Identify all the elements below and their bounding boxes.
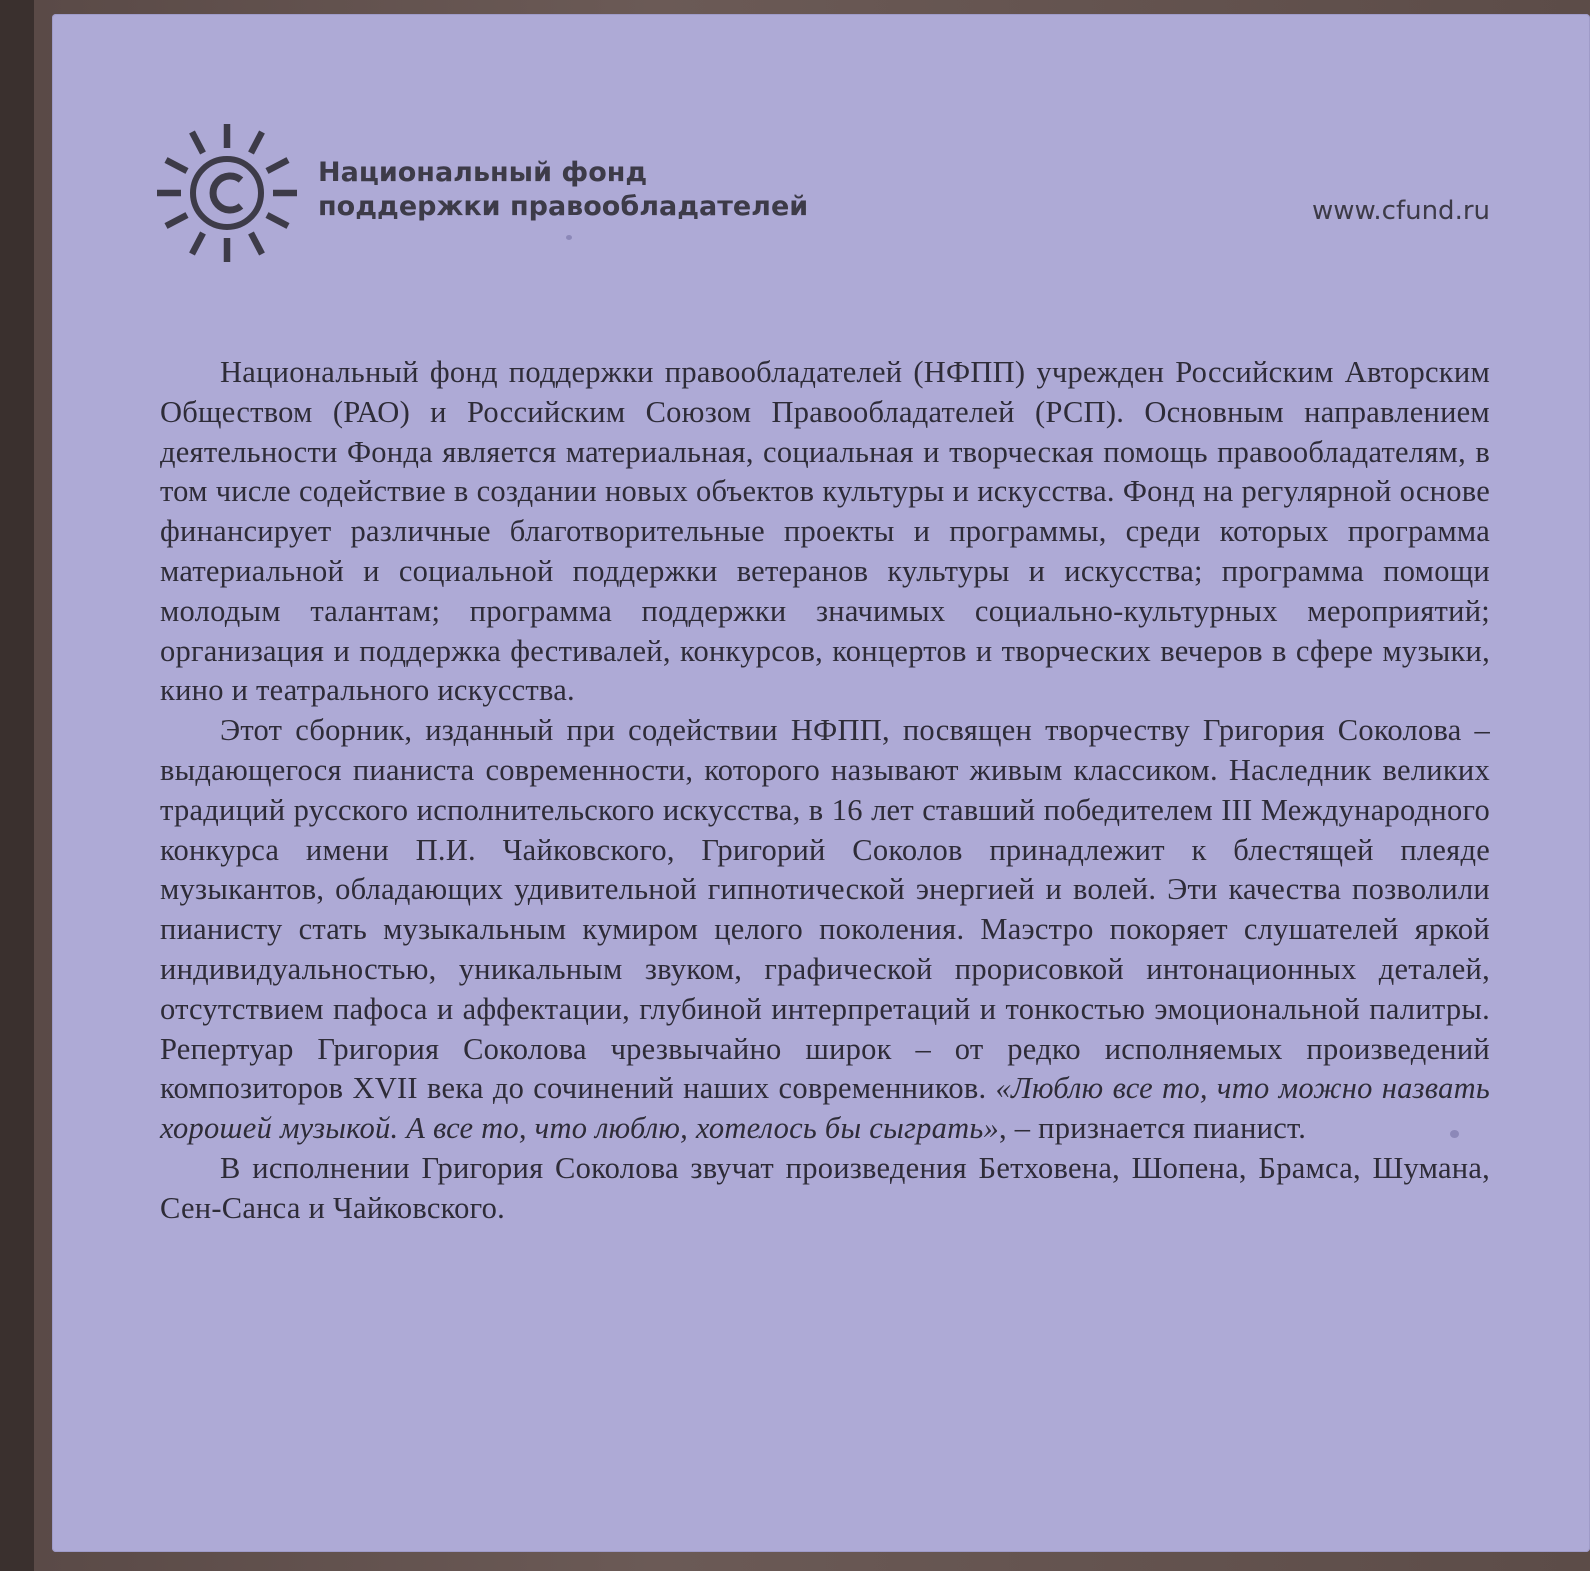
org-name-line1: Национальный фонд <box>318 157 648 188</box>
body-text <box>160 353 1490 1229</box>
quote-attribution: , – признается пианист. <box>999 1111 1307 1146</box>
paragraph-repertoire: В исполнении Григория Соколова звучат произведения Бетховена, Шопена, Брамса, Шумана, Сен-Санса и Чайковского. <box>160 1150 1490 1225</box>
paragraph-fund-description: Национальный фонд поддержки правообладателей (НФПП) учрежден Российским Авторским Обществом (РАО) и Российским Союзом Правообладателей (РСП). Основным направлением деятельности Фонда является материальная, социальная и творческая помощь правообладателям, в том числе содействие в создании новых объектов культуры и искусства. Фонд на регулярной основе финансирует различные благотворительные проекты и программы, среди которых программа материальной и социальной поддержки ветеранов культуры и искусства; программа помощи молодым талантам; программа поддержки значимых социально-культурных мероприятий; организация и поддержка фестивалей, конкурсов, концертов и творческих вечеров в сфере музыки, кино и театрального искусства. <box>160 355 1490 708</box>
pianist-quote: «Люблю все то, что можно назвать хорошей музыкой. А все то, что люблю, хотелось бы сыграть» <box>160 1071 1490 1146</box>
website-url: www.cfund.ru <box>1311 196 1490 226</box>
org-name-line2: поддержки правообладателей <box>318 191 809 222</box>
print-speck <box>1450 1130 1459 1138</box>
paragraph-sokolov-bio <box>160 711 1490 1149</box>
bio-main-text: Этот сборник, изданный при содействии НФПП, посвящен творчеству Григория Соколова – выдающегося пианиста современности, которого называют живым классиком. Наследник великих традиций русского исполнительского искусства, в 16 лет ставший победителем III Международного конкурса имени П.И. Чайковского, Григорий Соколов принадлежит к блестящей плеяде музыкантов, обладающих удивительной гипнотической энергией и волей. Эти качества позволили пианисту стать музыкальным кумиром целого поколения. Маэстро покоряет слушателей яркой индивидуальностью, уникальным звуком, графической прорисовкой интонационных деталей, отсутствием пафоса и аффектации, глубиной интерпретаций и тонкостью эмоциональной палитры. Репертуар Григория Соколова чрезвычайно широк – от редко исполняемых произведений композиторов XVII века до сочинений наших современников. <box>160 713 1490 1106</box>
org-name <box>318 156 808 224</box>
print-speck <box>566 235 572 240</box>
copyright-sun-icon <box>152 118 302 268</box>
